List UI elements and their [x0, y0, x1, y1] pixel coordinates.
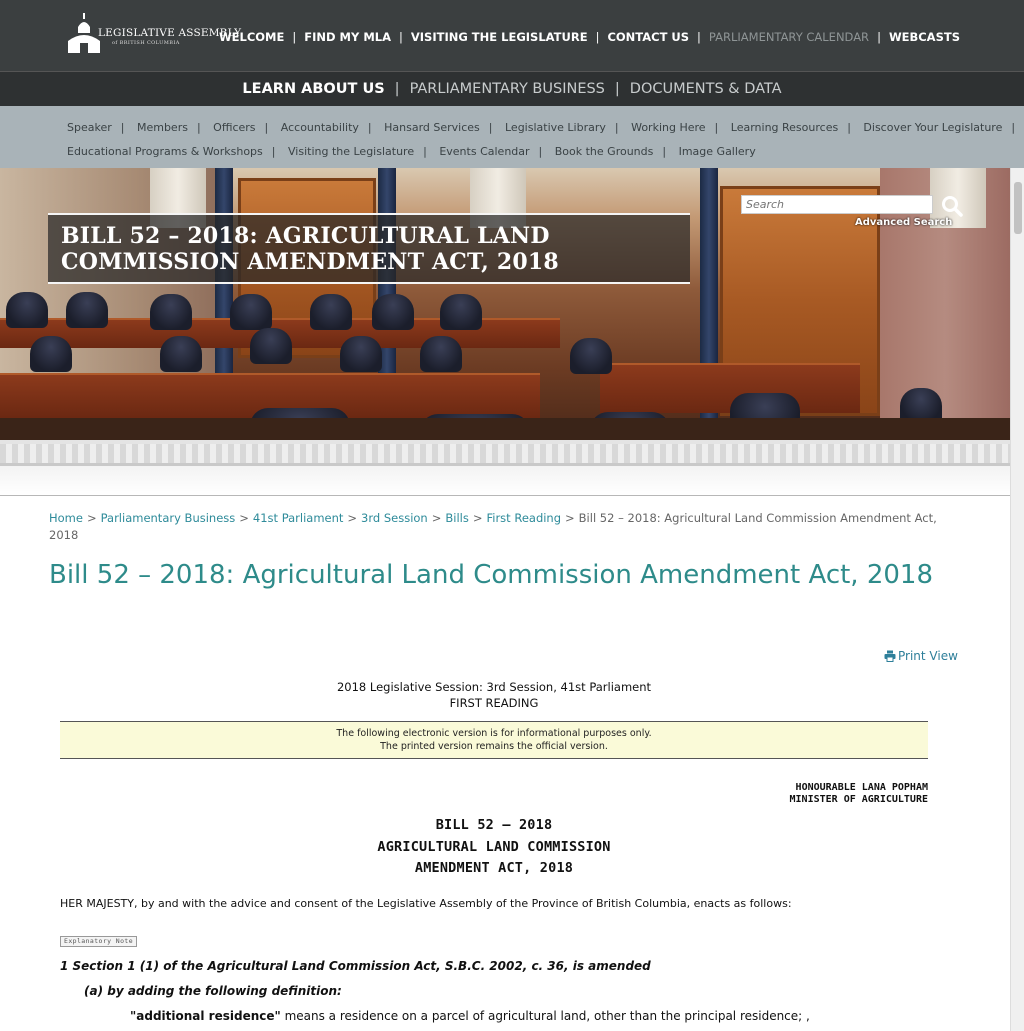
- hero-chair: [440, 294, 482, 330]
- breadcrumb-41st-parliament[interactable]: 41st Parliament: [252, 511, 344, 525]
- nav-welcome[interactable]: WELCOME: [218, 30, 285, 44]
- link-visiting-legislature[interactable]: Visiting the Legislature: [288, 145, 415, 158]
- tertiary-nav: [0, 106, 1024, 168]
- hero-chair: [250, 328, 292, 364]
- breadcrumb-bills[interactable]: Bills: [445, 511, 469, 525]
- page-scrollbar[interactable]: [1010, 168, 1024, 1031]
- link-working-here[interactable]: Working Here: [631, 121, 706, 134]
- definition-term: "additional residence": [130, 1009, 281, 1023]
- hero-floor: [0, 418, 1010, 440]
- printer-icon: [884, 650, 896, 662]
- scrollbar-thumb[interactable]: [1014, 182, 1022, 234]
- search-button[interactable]: [941, 195, 965, 217]
- hero-chair: [230, 294, 272, 330]
- informational-notice: [60, 721, 928, 759]
- link-accountability[interactable]: Accountability: [280, 121, 359, 134]
- enacting-clause: HER MAJESTY, by and with the advice and consent of the Legislative Assembly of the Province of British Columbia, enacts as follows:: [60, 897, 792, 910]
- search-input[interactable]: [741, 195, 933, 214]
- breadcrumb: Home > Parliamentary Business > 41st Parliament > 3rd Session > Bills > First Reading > Bill 52 – 2018: Agricultural Land Commission Amendment Act, 2018: [49, 511, 937, 542]
- top-header: [0, 0, 1024, 72]
- link-members[interactable]: Members: [136, 121, 188, 134]
- nav-learn-about-us[interactable]: LEARN ABOUT US: [242, 81, 385, 97]
- hero-chair: [30, 336, 72, 372]
- link-speaker[interactable]: Speaker: [67, 121, 112, 134]
- page-title: Bill 52 – 2018: Agricultural Land Commission Amendment Act, 2018: [49, 560, 933, 590]
- bill-heading: [60, 815, 928, 880]
- link-hansard-services[interactable]: Hansard Services: [384, 121, 480, 134]
- notice-line-1: The following electronic version is for informational purposes only.: [336, 728, 652, 739]
- nav-visiting[interactable]: VISITING THE LEGISLATURE: [410, 30, 588, 44]
- hero-chair: [420, 336, 462, 372]
- notice-line-2: The printed version remains the official version.: [380, 741, 608, 752]
- hero-title-box: [48, 213, 690, 284]
- hero-chair: [340, 336, 382, 372]
- logo-title: LEGISLATIVE ASSEMBLY: [98, 27, 242, 39]
- bill-title-line-1: AGRICULTURAL LAND COMMISSION: [377, 838, 611, 855]
- section-1: 1 Section 1 (1) of the Agricultural Land Commission Act, S.B.C. 2002, c. 36, is amended: [60, 959, 651, 973]
- secondary-nav: LEARN ABOUT US | PARLIAMENTARY BUSINESS | DOCUMENTS & DATA: [0, 72, 1024, 106]
- breadcrumb-3rd-session[interactable]: 3rd Session: [361, 511, 428, 525]
- hero-chair: [6, 292, 48, 328]
- breadcrumb-parliamentary-business[interactable]: Parliamentary Business: [100, 511, 236, 525]
- hero-chair: [66, 292, 108, 328]
- link-legislative-library[interactable]: Legislative Library: [505, 121, 606, 134]
- hero-title-line-2: COMMISSION AMENDMENT ACT, 2018: [61, 249, 559, 275]
- minister-title: MINISTER OF AGRICULTURE: [789, 794, 928, 805]
- definition-text: means a residence on a parcel of agricultural land, other than the principal residence; ,: [280, 1009, 810, 1023]
- explanatory-note-button[interactable]: Explanatory Note: [60, 936, 137, 947]
- nav-find-my-mla[interactable]: FIND MY MLA: [304, 30, 391, 44]
- link-discover-your-legislature[interactable]: Discover Your Legislature: [863, 121, 1003, 134]
- hero-banner: [0, 168, 1010, 440]
- link-educational-programs[interactable]: Educational Programs & Workshops: [67, 145, 263, 158]
- link-book-the-grounds[interactable]: Book the Grounds: [554, 145, 654, 158]
- link-events-calendar[interactable]: Events Calendar: [439, 145, 530, 158]
- nav-parliamentary-calendar[interactable]: PARLIAMENTARY CALENDAR: [708, 30, 870, 44]
- reading-stage: FIRST READING: [449, 696, 539, 710]
- hero-chair: [150, 294, 192, 330]
- sponsor-minister: [600, 782, 928, 806]
- tertiary-nav-row-2: Educational Programs & Workshops | Visiting the Legislature | Events Calendar | Book the Grounds | Image Gallery: [67, 145, 756, 158]
- nav-contact-us[interactable]: CONTACT US: [607, 30, 690, 44]
- breadcrumb-home[interactable]: Home: [49, 511, 83, 525]
- top-nav: WELCOME | FIND MY MLA | VISITING THE LEGISLATURE | CONTACT US | PARLIAMENTARY CALENDAR | WEBCASTS: [218, 30, 960, 44]
- hero-chair: [160, 336, 202, 372]
- breadcrumb-first-reading[interactable]: First Reading: [486, 511, 562, 525]
- decorative-frieze: [0, 440, 1010, 466]
- assembly-logo[interactable]: [66, 13, 242, 55]
- definition-additional-residence: [130, 1009, 810, 1023]
- breadcrumb-current: Bill 52 – 2018: Agricultural Land Commission Amendment Act, 2018: [49, 511, 937, 542]
- decorative-frieze-lower: [0, 466, 1010, 496]
- bill-number: BILL 52 – 2018: [435, 817, 553, 833]
- hero-chair: [310, 294, 352, 330]
- logo-subtitle: of BRITISH COLUMBIA: [112, 40, 180, 46]
- link-image-gallery[interactable]: Image Gallery: [678, 145, 756, 158]
- minister-name: HONOURABLE LANA POPHAM: [795, 782, 928, 793]
- session-line: 2018 Legislative Session: 3rd Session, 41st Parliament: [336, 680, 652, 694]
- hero-chair: [372, 294, 414, 330]
- section-1-a: (a) by adding the following definition:: [84, 984, 342, 998]
- hero-chair: [570, 338, 612, 374]
- hero-title-line-1: BILL 52 – 2018: AGRICULTURAL LAND: [61, 223, 550, 249]
- bill-title-line-2: AMENDMENT ACT, 2018: [414, 860, 574, 876]
- advanced-search-link[interactable]: Advanced Search: [855, 217, 953, 228]
- session-info: [60, 679, 928, 711]
- tertiary-nav-row-1: Speaker | Members | Officers | Accountability | Hansard Services | Legislative Library | Working Here | Learning Resources | Discover Your Legislature |: [67, 121, 1016, 134]
- nav-webcasts[interactable]: WEBCASTS: [888, 30, 960, 44]
- link-officers[interactable]: Officers: [213, 121, 256, 134]
- link-learning-resources[interactable]: Learning Resources: [730, 121, 839, 134]
- print-view-link[interactable]: [884, 649, 958, 663]
- legislature-dome-icon: [66, 13, 102, 55]
- nav-documents-data[interactable]: DOCUMENTS & DATA: [629, 81, 782, 97]
- nav-parliamentary-business[interactable]: PARLIAMENTARY BUSINESS: [409, 81, 605, 97]
- search-icon: [941, 195, 965, 217]
- print-view-label: Print View: [898, 649, 958, 663]
